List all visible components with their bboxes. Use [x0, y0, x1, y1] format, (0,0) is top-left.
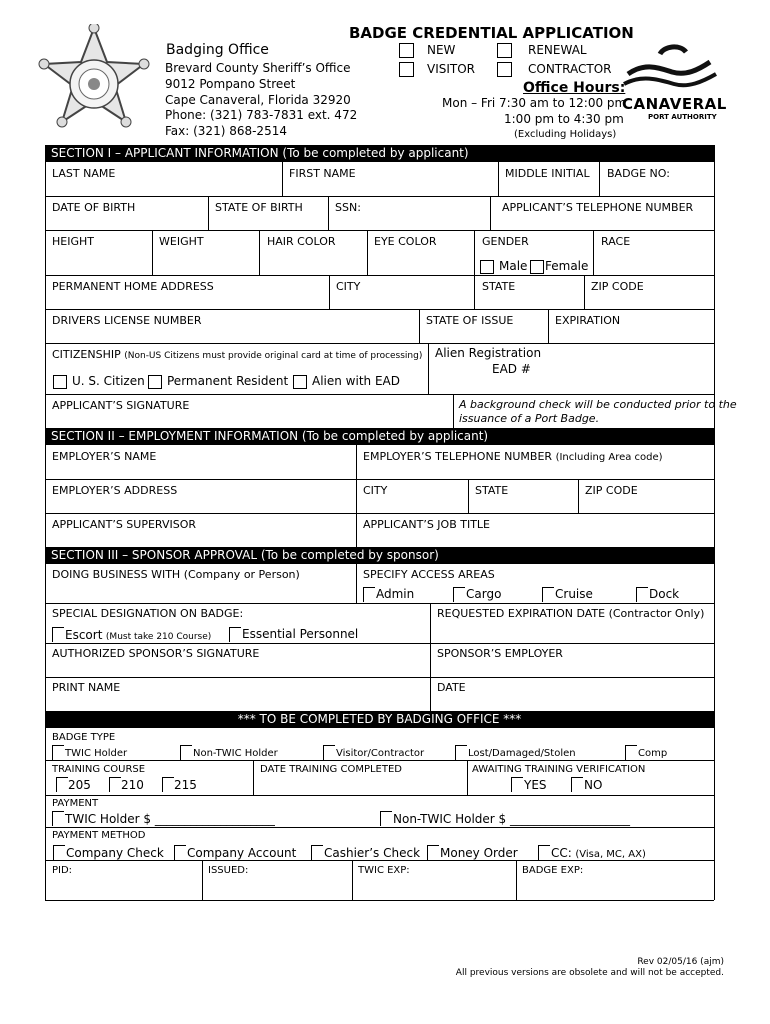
company-check-label: Company Check	[66, 846, 164, 860]
gender-label: GENDER	[482, 235, 529, 248]
cc-title: CC:	[551, 846, 572, 860]
yes-label: YES	[524, 778, 547, 792]
admin-checkbox[interactable]	[363, 587, 375, 602]
dl-number-label: DRIVERS LICENSE NUMBER	[52, 314, 202, 327]
date-training-label: DATE TRAINING COMPLETED	[260, 764, 403, 775]
print-name-label: PRINT NAME	[52, 681, 121, 694]
comp-label: Comp	[638, 748, 668, 759]
office-hours-title: Office Hours:	[523, 80, 626, 96]
issued-label: ISSUED:	[208, 865, 249, 876]
male-checkbox[interactable]	[480, 260, 494, 274]
sheriff-star-logo	[38, 24, 150, 136]
office-line: Phone: (321) 783-7831 ext. 472	[165, 108, 358, 122]
eye-color-label: EYE COLOR	[374, 235, 437, 248]
male-label: Male	[499, 259, 528, 273]
essential-label: Essential Personnel	[242, 627, 359, 641]
employer-address-label: EMPLOYER’S ADDRESS	[52, 484, 178, 497]
course-210-label: 210	[121, 778, 144, 792]
awaiting-label: AWAITING TRAINING VERIFICATION	[472, 764, 646, 775]
company-check-checkbox[interactable]	[53, 845, 65, 860]
escort-checkbox[interactable]	[52, 627, 64, 642]
office-line: Cape Canaveral, Florida 32920	[165, 93, 351, 107]
alien-ead-label: Alien with EAD	[312, 374, 400, 388]
cashiers-check-checkbox[interactable]	[311, 845, 323, 860]
twic-pay-label: TWIC Holder $ ____________________	[65, 812, 275, 826]
sponsor-employer-label: SPONSOR’S EMPLOYER	[437, 647, 563, 660]
badge-type-label: BADGE TYPE	[52, 732, 116, 743]
visitor-contractor-label: Visitor/Contractor	[336, 748, 425, 759]
applicant-phone-label: APPLICANT’S TELEPHONE NUMBER	[502, 201, 694, 214]
citizenship-note: (Non-US Citizens must provide original card at time of processing)	[124, 351, 423, 361]
form-border	[714, 145, 715, 900]
essential-checkbox[interactable]	[229, 627, 241, 642]
training-course-label: TRAINING COURSE	[52, 764, 146, 775]
badge-no-label: BADGE NO:	[607, 167, 670, 180]
lost-checkbox[interactable]	[455, 745, 467, 760]
alien-ead-checkbox[interactable]	[293, 375, 307, 389]
cargo-label: Cargo	[466, 587, 502, 601]
perm-resident-checkbox[interactable]	[148, 375, 162, 389]
comp-checkbox[interactable]	[625, 745, 637, 760]
employer-phone-note: (Including Area code)	[555, 452, 663, 463]
state-label: STATE	[482, 280, 516, 293]
office-line: Fax: (321) 868-2514	[165, 124, 287, 138]
us-citizen-checkbox[interactable]	[53, 375, 67, 389]
non-twic-pay-label: Non-TWIC Holder $ ____________________	[393, 812, 630, 826]
course-205-checkbox[interactable]	[56, 777, 68, 792]
citizenship-label	[52, 348, 422, 363]
zip-label: ZIP CODE	[591, 280, 644, 293]
address-label: PERMANENT HOME ADDRESS	[52, 280, 214, 293]
state-of-birth-label: STATE OF BIRTH	[215, 201, 303, 214]
renewal-label: RENEWAL	[528, 43, 587, 57]
twic-holder-label: TWIC Holder	[65, 748, 128, 759]
office-line: 9012 Pompano Street	[165, 77, 296, 91]
port-logo-sub: PORT AUTHORITY	[648, 113, 717, 121]
yes-checkbox[interactable]	[511, 777, 523, 792]
company-account-label: Company Account	[187, 846, 297, 860]
cc-note: (Visa, MC, AX)	[575, 849, 646, 860]
female-checkbox[interactable]	[530, 260, 544, 274]
employer-zip-label: ZIP CODE	[585, 484, 638, 497]
non-twic-pay-checkbox[interactable]	[380, 811, 392, 826]
port-canaveral-logo	[620, 44, 727, 124]
form-border	[45, 145, 46, 900]
revision-note: Rev 02/05/16 (ajm)	[637, 957, 724, 967]
signature-label: APPLICANT’S SIGNATURE	[52, 399, 190, 412]
lost-label: Lost/Damaged/Stolen	[468, 748, 576, 759]
cc-checkbox[interactable]	[538, 845, 550, 860]
non-twic-holder-label: Non-TWIC Holder	[193, 748, 278, 759]
doing-business-label: DOING BUSINESS WITH (Company or Person)	[52, 568, 300, 581]
twic-holder-checkbox[interactable]	[52, 745, 64, 760]
perm-resident-label: Permanent Resident	[167, 374, 289, 388]
obsolete-note: All previous versions are obsolete and will not be accepted.	[455, 968, 724, 978]
contractor-label: CONTRACTOR	[528, 62, 612, 76]
employer-phone-title: EMPLOYER’S TELEPHONE NUMBER	[363, 450, 553, 463]
section-3-title: SECTION III – SPONSOR APPROVAL (To be completed by sponsor)	[51, 548, 439, 562]
visitor-checkbox[interactable]	[399, 62, 414, 77]
special-designation-label: SPECIAL DESIGNATION ON BADGE:	[52, 607, 244, 620]
admin-label: Admin	[376, 587, 415, 601]
money-order-label: Money Order	[440, 846, 518, 860]
employer-name-label: EMPLOYER’S NAME	[52, 450, 157, 463]
renewal-checkbox[interactable]	[497, 43, 512, 58]
expiration-label: EXPIRATION	[555, 314, 621, 327]
office-use-title: *** TO BE COMPLETED BY BADGING OFFICE ***	[237, 712, 522, 726]
badge-form-title: BADGE CREDENTIAL APPLICATION	[349, 24, 634, 42]
section-3-header	[45, 547, 714, 564]
twic-exp-label: TWIC EXP:	[358, 865, 410, 876]
escort-note: (Must take 210 Course)	[105, 632, 212, 642]
no-label: NO	[584, 778, 603, 792]
escort-label	[65, 629, 211, 644]
payment-label: PAYMENT	[52, 798, 99, 809]
escort-title: Escort	[65, 628, 103, 642]
supervisor-label: APPLICANT’S SUPERVISOR	[52, 518, 197, 531]
state-of-issue-label: STATE OF ISSUE	[426, 314, 514, 327]
section-1-title: SECTION I – APPLICANT INFORMATION (To be completed by applicant)	[51, 146, 469, 160]
dock-checkbox[interactable]	[636, 587, 648, 602]
twic-pay-checkbox[interactable]	[52, 811, 64, 826]
office-line: Brevard County Sheriff’s Office	[165, 61, 351, 75]
contractor-checkbox[interactable]	[497, 62, 512, 77]
port-logo-name: CANAVERAL	[622, 95, 727, 113]
new-checkbox[interactable]	[399, 43, 414, 58]
cruise-label: Cruise	[555, 587, 593, 601]
employer-city-label: CITY	[363, 484, 388, 497]
race-label: RACE	[601, 235, 631, 248]
background-note: A background check will be conducted prior to the	[459, 398, 737, 411]
cc-label	[551, 847, 646, 861]
cruise-checkbox[interactable]	[542, 587, 554, 602]
weight-label: WEIGHT	[159, 235, 204, 248]
dock-label: Dock	[649, 587, 680, 601]
pid-label: PID:	[52, 865, 73, 876]
office-hours-line: Mon – Fri 7:30 am to 12:00 pm	[442, 96, 627, 110]
last-name-label: LAST NAME	[52, 167, 116, 180]
money-order-checkbox[interactable]	[427, 845, 439, 860]
dob-label: DATE OF BIRTH	[52, 201, 136, 214]
background-note: issuance of a Port Badge.	[459, 412, 600, 425]
us-citizen-label: U. S. Citizen	[72, 374, 145, 388]
course-215-label: 215	[174, 778, 197, 792]
first-name-label: FIRST NAME	[289, 167, 356, 180]
citizenship-title: CITIZENSHIP	[52, 348, 121, 361]
hair-color-label: HAIR COLOR	[267, 235, 336, 248]
ead-label: EAD #	[492, 362, 531, 376]
course-210-checkbox[interactable]	[109, 777, 121, 792]
employer-state-label: STATE	[475, 484, 509, 497]
office-name: Badging Office	[166, 42, 269, 58]
new-label: NEW	[427, 43, 456, 57]
date-label: DATE	[437, 681, 466, 694]
job-title-label: APPLICANT’S JOB TITLE	[363, 518, 490, 531]
employer-phone-label	[363, 450, 663, 464]
form-bottom-border	[45, 900, 714, 901]
cashiers-check-label: Cashier’s Check	[324, 846, 421, 860]
ssn-label: SSN:	[335, 201, 361, 214]
no-checkbox[interactable]	[571, 777, 583, 792]
section-2-title: SECTION II – EMPLOYMENT INFORMATION (To be completed by applicant)	[51, 429, 489, 443]
course-205-label: 205	[68, 778, 91, 792]
cargo-checkbox[interactable]	[453, 587, 465, 602]
payment-method-label: PAYMENT METHOD	[52, 830, 146, 841]
company-account-checkbox[interactable]	[174, 845, 186, 860]
visitor-contractor-checkbox[interactable]	[323, 745, 335, 760]
office-use-header	[45, 711, 714, 728]
alien-reg-label: Alien Registration	[435, 346, 542, 360]
office-hours-line: 1:00 pm to 4:30 pm	[504, 112, 624, 126]
section-1-header	[45, 145, 714, 162]
badge-exp-label: BADGE EXP:	[522, 865, 584, 876]
section-2-header	[45, 428, 714, 445]
access-areas-label: SPECIFY ACCESS AREAS	[363, 568, 495, 581]
city-label: CITY	[336, 280, 361, 293]
height-label: HEIGHT	[52, 235, 94, 248]
middle-initial-label: MIDDLE INITIAL	[505, 167, 590, 180]
sponsor-signature-label: AUTHORIZED SPONSOR’S SIGNATURE	[52, 647, 260, 660]
office-hours-line: (Excluding Holidays)	[514, 129, 617, 140]
female-label: Female	[545, 259, 589, 273]
non-twic-holder-checkbox[interactable]	[180, 745, 192, 760]
visitor-label: VISITOR	[427, 62, 476, 76]
requested-expiration-label: REQUESTED EXPIRATION DATE (Contractor Only)	[437, 607, 705, 620]
course-215-checkbox[interactable]	[162, 777, 174, 792]
